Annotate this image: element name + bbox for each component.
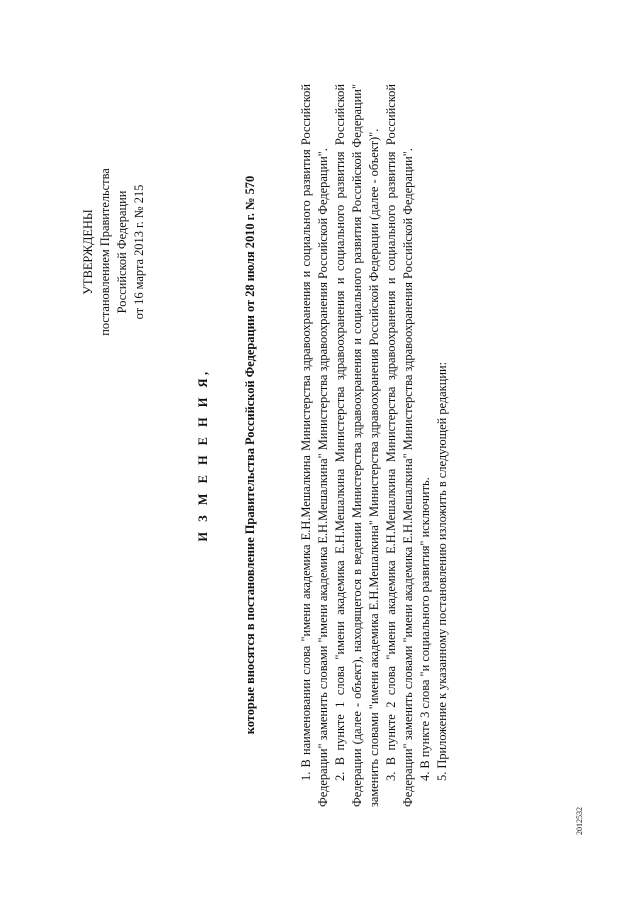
paragraph-item-3: 3. В пункте 2 слова "имени академика Е.Н.Мешалкина Министерства здравоохранения и социального развития Российской Федерации" заменить словами "имени академика Е.Н.Мешалкина" Министерства здравоохранения Российской Федерации".: [384, 84, 415, 807]
paragraph-item-4: 4. В пункте 3 слова "и социального развития" исключить.: [418, 477, 432, 781]
approval-line-3: от 16 марта 2013 г. № 215: [132, 184, 146, 320]
document-heading: [195, 95, 259, 815]
paragraph-item-2: 2. В пункте 1 слова "имени академика Е.Н.Мешалкина Министерства здравоохранения и социального развития Российской Федерации (далее - объект), находящегося в ведении Министерства здравоохранения и социального развития Российской Федерации" заменить словами "имени академика Е.Н.Мешалкина" Министерства здравоохранения Российской Федерации (далее - объект)".: [333, 84, 381, 807]
approval-title: УТВЕРЖДЕНЫ: [81, 209, 95, 295]
approval-line-2: Российской Федерации: [115, 190, 129, 314]
approval-line-1: постановлением Правительства: [98, 168, 112, 336]
document-body: [298, 84, 451, 807]
document-subtitle: которые вносятся в постановление Правительства Российской Федерации от 28 июля 2010 г. № 570: [243, 175, 257, 735]
approval-block: [80, 157, 148, 905]
serial-number: 2012532: [575, 807, 584, 835]
paragraph-item-5: 5. Приложение к указанному постановлению изложить в следующей редакции:: [435, 361, 449, 781]
paragraph-item-1: 1. В наименовании слова "имени академика Е.Н.Мешалкина Министерства здравоохранения и социального развития Российской Федерации" заменить словами "имени академика Е.Н.Мешалкина" Министерства здравоохранения Российской Федерации".: [299, 84, 330, 807]
document-title: И З М Е Н Е Н И Я,: [196, 368, 210, 542]
